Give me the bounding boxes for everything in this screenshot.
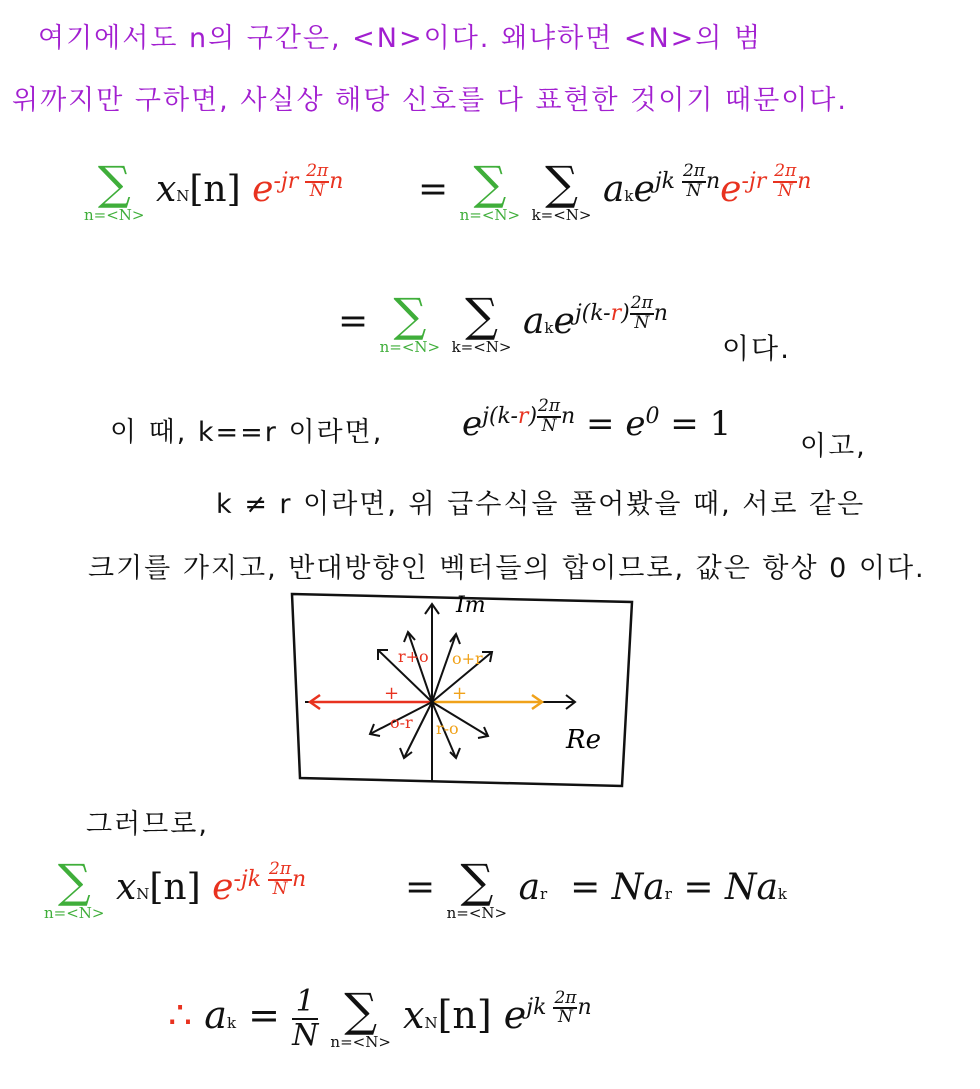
exp-e-red-2: $e^{-jr \frac{2\pi}{N} n}$ (720, 161, 812, 210)
equation-4: ∴ ak = $\frac{1}{N}$ ∑ n=<N> xN[n] $e^{jk \frac{2\pi}{N} n}$ (168, 982, 592, 1053)
sum-symbol: ∑ n=<N> (84, 156, 145, 224)
vector-diagram (270, 582, 650, 794)
im-label: Im (456, 593, 486, 618)
sum-n: ∑ n=<N> (330, 982, 391, 1051)
mark-1: r+o (398, 647, 429, 666)
equation-3-rhs: = ∑ n=<N> ar = Nar = Nak (405, 854, 788, 922)
equation-2 (338, 288, 668, 356)
equation-3: ∑ n=<N> xN[n] $e^{-jk \frac{2\pi}{N} n}$ (44, 854, 307, 922)
equation-zero: $e^{j(k-r) \frac{2\pi}{N} n} = e^0 = 1$ (462, 396, 732, 445)
mark-3: o-r (390, 713, 413, 732)
exp-e-red: $e^{-jk \frac{2\pi}{N} n}$ (212, 859, 307, 908)
note-line-2: 위까지만 구하면, 사실상 해당 신호를 다 표현한 것이기 때문이다. (12, 85, 848, 116)
mark-6: + (452, 683, 468, 704)
exp-e-red: $e^{-jr \frac{2\pi}{N} n}$ (252, 161, 344, 210)
therefore-text: 그러므로, (86, 809, 209, 840)
note-line-3: 이 때, k==r 이라면, (110, 417, 384, 448)
mark-2: o+r (452, 649, 483, 668)
note-line-1: 여기에서도 n의 구간은, <N>이다. 왜냐하면 <N>의 범 (38, 23, 763, 54)
sum-n: ∑ n=<N> (379, 288, 441, 356)
sum-n: ∑ n=<N> (459, 156, 521, 224)
ida-text: 이다. (722, 332, 791, 365)
mark-4: r-o (436, 719, 459, 738)
equation-1-rhs (418, 156, 812, 224)
x-sub: N (176, 187, 190, 205)
sum-k: ∑ k=<N> (451, 288, 512, 356)
exp-e: $e^{jk \frac{2\pi}{N} n}$ (633, 161, 721, 210)
note-line-5: 크기를 가지고, 반대방향인 벡터들의 합이므로, 값은 항상 0 이다. (88, 553, 926, 584)
therefore-symbol: ∴ (168, 993, 193, 1037)
note-line-4: k ≠ r 이라면, 위 급수식을 풀어봤을 때, 서로 같은 (216, 489, 866, 520)
one-over-N: $\frac{1}{N}$ (292, 984, 319, 1053)
re-label: Re (566, 725, 601, 755)
mark-5: + (384, 683, 400, 704)
exp-e: $e^{j(k-r) \frac{2\pi}{N} n}$ (553, 293, 668, 342)
a-term: a (522, 301, 545, 342)
note-line-3-tail: 이고, (800, 431, 867, 462)
sum-n: ∑ n=<N> (44, 854, 105, 922)
x-term: x (155, 169, 177, 210)
x-arg: [n] (189, 169, 241, 210)
sum-n-2: ∑ n=<N> (446, 854, 508, 922)
sum-k: ∑ k=<N> (531, 156, 592, 224)
equals: = (418, 169, 449, 210)
a-sub: k (544, 319, 554, 337)
equation-1 (84, 156, 344, 224)
a-term: a (602, 169, 625, 210)
a-sub: k (624, 187, 634, 205)
equals: = (338, 301, 369, 342)
